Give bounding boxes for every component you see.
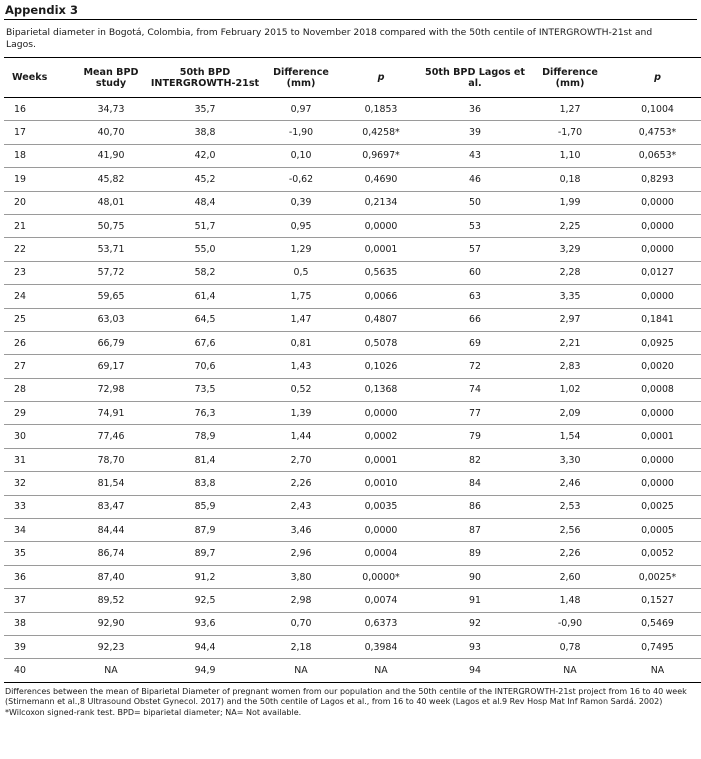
cell-mean-bpd: 41,90 — [72, 144, 150, 167]
cell-lagos-bpd: 46 — [420, 168, 530, 191]
cell-p-lagos: 0,0000 — [610, 191, 701, 214]
cell-difference-lagos: 3,29 — [530, 238, 610, 261]
header-lagos-bpd: 50th BPD Lagos et al. — [420, 58, 530, 98]
cell-p-lagos: 0,0925 — [610, 331, 701, 354]
table-row — [4, 402, 701, 425]
cell-p-intergrowth: 0,0074 — [342, 589, 420, 612]
cell-mean-bpd: 92,23 — [72, 635, 150, 658]
table-row — [4, 519, 701, 542]
table-row — [4, 168, 701, 191]
cell-difference-lagos: 2,26 — [530, 542, 610, 565]
table-row — [4, 565, 701, 588]
cell-intergrowth-bpd: 93,6 — [150, 612, 260, 635]
cell-p-intergrowth: 0,0035 — [342, 495, 420, 518]
cell-lagos-bpd: 39 — [420, 121, 530, 144]
cell-intergrowth-bpd: 51,7 — [150, 214, 260, 237]
cell-lagos-bpd: 79 — [420, 425, 530, 448]
cell-intergrowth-bpd: 89,7 — [150, 542, 260, 565]
cell-p-lagos: 0,0000 — [610, 448, 701, 471]
table-row — [4, 355, 701, 378]
cell-difference-intergrowth: 1,29 — [260, 238, 342, 261]
table-row — [4, 425, 701, 448]
cell-mean-bpd: 69,17 — [72, 355, 150, 378]
cell-p-intergrowth: 0,0000* — [342, 565, 420, 588]
cell-lagos-bpd: 87 — [420, 519, 530, 542]
cell-weeks: 32 — [4, 472, 72, 495]
cell-mean-bpd: 34,73 — [72, 98, 150, 121]
cell-mean-bpd: 72,98 — [72, 378, 150, 401]
cell-p-lagos: 0,1004 — [610, 98, 701, 121]
cell-p-intergrowth: 0,1853 — [342, 98, 420, 121]
cell-weeks: 33 — [4, 495, 72, 518]
cell-difference-intergrowth: 1,47 — [260, 308, 342, 331]
table-row — [4, 144, 701, 167]
cell-weeks: 20 — [4, 191, 72, 214]
cell-difference-intergrowth: 0,10 — [260, 144, 342, 167]
cell-p-intergrowth: NA — [342, 659, 420, 682]
cell-p-intergrowth: 0,0066 — [342, 285, 420, 308]
cell-intergrowth-bpd: 61,4 — [150, 285, 260, 308]
cell-p-lagos: 0,1841 — [610, 308, 701, 331]
table-row — [4, 612, 701, 635]
cell-intergrowth-bpd: 73,5 — [150, 378, 260, 401]
cell-lagos-bpd: 63 — [420, 285, 530, 308]
cell-weeks: 40 — [4, 659, 72, 682]
cell-weeks: 31 — [4, 448, 72, 471]
cell-p-lagos: 0,0025* — [610, 565, 701, 588]
cell-intergrowth-bpd: 76,3 — [150, 402, 260, 425]
cell-difference-lagos: 2,53 — [530, 495, 610, 518]
cell-p-intergrowth: 0,4258* — [342, 121, 420, 144]
table-row — [4, 635, 701, 658]
cell-p-intergrowth: 0,1026 — [342, 355, 420, 378]
cell-weeks: 21 — [4, 214, 72, 237]
table-caption: Biparietal diameter in Bogotá, Colombia, from February 2015 to November 2018 compared with the 50th centile of INTERGROWTH-21st and Lagos. — [6, 27, 653, 50]
cell-weeks: 17 — [4, 121, 72, 144]
cell-intergrowth-bpd: 55,0 — [150, 238, 260, 261]
cell-p-intergrowth: 0,0000 — [342, 214, 420, 237]
cell-weeks: 18 — [4, 144, 72, 167]
cell-intergrowth-bpd: 83,8 — [150, 472, 260, 495]
cell-mean-bpd: 66,79 — [72, 331, 150, 354]
cell-intergrowth-bpd: 70,6 — [150, 355, 260, 378]
cell-weeks: 34 — [4, 519, 72, 542]
cell-mean-bpd: 57,72 — [72, 261, 150, 284]
cell-difference-intergrowth: 1,39 — [260, 402, 342, 425]
cell-weeks: 25 — [4, 308, 72, 331]
cell-difference-lagos: 2,28 — [530, 261, 610, 284]
table-row — [4, 238, 701, 261]
cell-mean-bpd: 50,75 — [72, 214, 150, 237]
table-row — [4, 659, 701, 682]
cell-lagos-bpd: 90 — [420, 565, 530, 588]
header-difference-intergrowth: Difference (mm) — [260, 58, 342, 98]
cell-lagos-bpd: 43 — [420, 144, 530, 167]
table-row — [4, 542, 701, 565]
cell-difference-lagos: 0,78 — [530, 635, 610, 658]
cell-lagos-bpd: 53 — [420, 214, 530, 237]
cell-weeks: 16 — [4, 98, 72, 121]
cell-difference-lagos: 1,99 — [530, 191, 610, 214]
cell-mean-bpd: 40,70 — [72, 121, 150, 144]
bpd-table — [4, 57, 701, 683]
cell-difference-intergrowth: -0,62 — [260, 168, 342, 191]
cell-p-lagos: 0,1527 — [610, 589, 701, 612]
cell-p-intergrowth: 0,0010 — [342, 472, 420, 495]
cell-intergrowth-bpd: 92,5 — [150, 589, 260, 612]
appendix-title: Appendix 3 — [5, 3, 78, 17]
header-difference-lagos: Difference (mm) — [530, 58, 610, 98]
cell-difference-intergrowth: 3,46 — [260, 519, 342, 542]
table-row — [4, 191, 701, 214]
cell-difference-intergrowth: 2,43 — [260, 495, 342, 518]
header-row — [4, 58, 701, 98]
cell-mean-bpd: NA — [72, 659, 150, 682]
cell-lagos-bpd: 66 — [420, 308, 530, 331]
table-row — [4, 448, 701, 471]
cell-p-intergrowth: 0,5635 — [342, 261, 420, 284]
cell-difference-lagos: 2,09 — [530, 402, 610, 425]
cell-p-lagos: 0,0005 — [610, 519, 701, 542]
cell-intergrowth-bpd: 42,0 — [150, 144, 260, 167]
cell-difference-intergrowth: 0,52 — [260, 378, 342, 401]
cell-difference-intergrowth: 2,26 — [260, 472, 342, 495]
cell-weeks: 22 — [4, 238, 72, 261]
cell-p-lagos: 0,4753* — [610, 121, 701, 144]
table-row — [4, 285, 701, 308]
cell-difference-lagos: 1,48 — [530, 589, 610, 612]
cell-intergrowth-bpd: 85,9 — [150, 495, 260, 518]
cell-mean-bpd: 63,03 — [72, 308, 150, 331]
cell-difference-lagos: 2,21 — [530, 331, 610, 354]
cell-weeks: 24 — [4, 285, 72, 308]
table-row — [4, 472, 701, 495]
cell-mean-bpd: 87,40 — [72, 565, 150, 588]
cell-difference-lagos: 2,60 — [530, 565, 610, 588]
header-p-intergrowth: p — [342, 58, 420, 98]
cell-lagos-bpd: 91 — [420, 589, 530, 612]
cell-p-lagos: 0,0000 — [610, 472, 701, 495]
cell-difference-lagos: 2,97 — [530, 308, 610, 331]
cell-p-lagos: 0,0000 — [610, 285, 701, 308]
cell-lagos-bpd: 72 — [420, 355, 530, 378]
cell-weeks: 39 — [4, 635, 72, 658]
cell-difference-lagos: 0,18 — [530, 168, 610, 191]
cell-intergrowth-bpd: 64,5 — [150, 308, 260, 331]
table-row — [4, 378, 701, 401]
cell-difference-lagos: NA — [530, 659, 610, 682]
cell-mean-bpd: 83,47 — [72, 495, 150, 518]
cell-difference-lagos: 1,02 — [530, 378, 610, 401]
cell-weeks: 29 — [4, 402, 72, 425]
cell-p-intergrowth: 0,0004 — [342, 542, 420, 565]
cell-p-lagos: 0,0653* — [610, 144, 701, 167]
cell-lagos-bpd: 82 — [420, 448, 530, 471]
cell-weeks: 28 — [4, 378, 72, 401]
cell-intergrowth-bpd: 48,4 — [150, 191, 260, 214]
table-row — [4, 495, 701, 518]
cell-mean-bpd: 77,46 — [72, 425, 150, 448]
cell-mean-bpd: 78,70 — [72, 448, 150, 471]
cell-difference-intergrowth: 1,43 — [260, 355, 342, 378]
header-intergrowth-bpd: 50th BPD INTERGROWTH-21st — [150, 58, 260, 98]
cell-p-lagos: 0,0000 — [610, 214, 701, 237]
cell-p-lagos: 0,5469 — [610, 612, 701, 635]
cell-p-lagos: NA — [610, 659, 701, 682]
cell-p-intergrowth: 0,0000 — [342, 402, 420, 425]
cell-difference-lagos: 2,83 — [530, 355, 610, 378]
cell-difference-lagos: -1,70 — [530, 121, 610, 144]
cell-p-intergrowth: 0,0001 — [342, 238, 420, 261]
cell-difference-intergrowth: 3,80 — [260, 565, 342, 588]
cell-mean-bpd: 48,01 — [72, 191, 150, 214]
cell-intergrowth-bpd: 91,2 — [150, 565, 260, 588]
table-row — [4, 261, 701, 284]
cell-difference-intergrowth: 2,70 — [260, 448, 342, 471]
cell-lagos-bpd: 36 — [420, 98, 530, 121]
cell-mean-bpd: 92,90 — [72, 612, 150, 635]
cell-difference-intergrowth: 0,81 — [260, 331, 342, 354]
cell-difference-lagos: 2,46 — [530, 472, 610, 495]
cell-intergrowth-bpd: 35,7 — [150, 98, 260, 121]
cell-difference-intergrowth: 2,96 — [260, 542, 342, 565]
cell-intergrowth-bpd: 81,4 — [150, 448, 260, 471]
cell-p-intergrowth: 0,4807 — [342, 308, 420, 331]
cell-intergrowth-bpd: 45,2 — [150, 168, 260, 191]
cell-mean-bpd: 74,91 — [72, 402, 150, 425]
cell-difference-intergrowth: 1,75 — [260, 285, 342, 308]
cell-intergrowth-bpd: 58,2 — [150, 261, 260, 284]
header-p-lagos: p — [610, 58, 701, 98]
cell-weeks: 19 — [4, 168, 72, 191]
cell-difference-intergrowth: -1,90 — [260, 121, 342, 144]
table-row — [4, 331, 701, 354]
table-header — [4, 58, 701, 98]
cell-difference-intergrowth: 0,70 — [260, 612, 342, 635]
cell-p-intergrowth: 0,3984 — [342, 635, 420, 658]
cell-p-intergrowth: 0,0002 — [342, 425, 420, 448]
cell-p-intergrowth: 0,9697* — [342, 144, 420, 167]
cell-p-lagos: 0,0000 — [610, 402, 701, 425]
cell-lagos-bpd: 86 — [420, 495, 530, 518]
cell-weeks: 35 — [4, 542, 72, 565]
cell-difference-lagos: 1,54 — [530, 425, 610, 448]
cell-lagos-bpd: 89 — [420, 542, 530, 565]
cell-p-lagos: 0,8293 — [610, 168, 701, 191]
cell-intergrowth-bpd: 38,8 — [150, 121, 260, 144]
cell-lagos-bpd: 57 — [420, 238, 530, 261]
table-row — [4, 121, 701, 144]
cell-lagos-bpd: 94 — [420, 659, 530, 682]
cell-p-intergrowth: 0,5078 — [342, 331, 420, 354]
cell-mean-bpd: 84,44 — [72, 519, 150, 542]
cell-p-lagos: 0,0020 — [610, 355, 701, 378]
cell-p-intergrowth: 0,1368 — [342, 378, 420, 401]
cell-mean-bpd: 89,52 — [72, 589, 150, 612]
cell-intergrowth-bpd: 94,4 — [150, 635, 260, 658]
table-row — [4, 589, 701, 612]
cell-lagos-bpd: 92 — [420, 612, 530, 635]
cell-weeks: 23 — [4, 261, 72, 284]
cell-p-intergrowth: 0,2134 — [342, 191, 420, 214]
cell-difference-lagos: 3,30 — [530, 448, 610, 471]
cell-difference-lagos: 2,25 — [530, 214, 610, 237]
table-body — [4, 98, 701, 683]
cell-weeks: 38 — [4, 612, 72, 635]
cell-lagos-bpd: 93 — [420, 635, 530, 658]
title-rule — [4, 19, 697, 20]
cell-mean-bpd: 81,54 — [72, 472, 150, 495]
header-mean-bpd: Mean BPD study — [72, 58, 150, 98]
cell-intergrowth-bpd: 78,9 — [150, 425, 260, 448]
cell-weeks: 26 — [4, 331, 72, 354]
cell-difference-lagos: 1,10 — [530, 144, 610, 167]
cell-intergrowth-bpd: 67,6 — [150, 331, 260, 354]
cell-p-lagos: 0,0052 — [610, 542, 701, 565]
cell-difference-lagos: -0,90 — [530, 612, 610, 635]
table-row — [4, 214, 701, 237]
cell-difference-intergrowth: 0,95 — [260, 214, 342, 237]
cell-p-lagos: 0,0025 — [610, 495, 701, 518]
cell-lagos-bpd: 69 — [420, 331, 530, 354]
cell-p-lagos: 0,7495 — [610, 635, 701, 658]
cell-lagos-bpd: 74 — [420, 378, 530, 401]
cell-lagos-bpd: 84 — [420, 472, 530, 495]
cell-intergrowth-bpd: 87,9 — [150, 519, 260, 542]
cell-difference-intergrowth: 0,5 — [260, 261, 342, 284]
cell-p-intergrowth: 0,4690 — [342, 168, 420, 191]
cell-lagos-bpd: 60 — [420, 261, 530, 284]
cell-p-intergrowth: 0,0000 — [342, 519, 420, 542]
cell-p-intergrowth: 0,0001 — [342, 448, 420, 471]
cell-difference-intergrowth: 0,97 — [260, 98, 342, 121]
cell-weeks: 27 — [4, 355, 72, 378]
cell-weeks: 30 — [4, 425, 72, 448]
cell-weeks: 37 — [4, 589, 72, 612]
cell-p-lagos: 0,0008 — [610, 378, 701, 401]
table-footnote: Differences between the mean of Biparietal Diameter of pregnant women from our population and the 50th centile of the INTERGROWTH-21st project from 16 to 40 week (Stirnemann et al.,8 Ultrasound Obstet Gynecol. 2017) and the 50th centile of Lagos et al., from 16 to 40 week (Lagos et al.9 Rev Hosp Mat Inf Ramon Sardá. 2002) *Wilcoxon signed-rank test. BPD= biparietal diameter; NA= Not available. — [5, 686, 687, 717]
cell-difference-intergrowth: NA — [260, 659, 342, 682]
cell-mean-bpd: 45,82 — [72, 168, 150, 191]
cell-lagos-bpd: 77 — [420, 402, 530, 425]
cell-difference-lagos: 2,56 — [530, 519, 610, 542]
cell-weeks: 36 — [4, 565, 72, 588]
cell-intergrowth-bpd: 94,9 — [150, 659, 260, 682]
cell-difference-lagos: 1,27 — [530, 98, 610, 121]
cell-difference-intergrowth: 2,98 — [260, 589, 342, 612]
header-weeks: Weeks — [4, 58, 72, 98]
cell-difference-intergrowth: 1,44 — [260, 425, 342, 448]
cell-p-intergrowth: 0,6373 — [342, 612, 420, 635]
table-row — [4, 98, 701, 121]
cell-p-lagos: 0,0001 — [610, 425, 701, 448]
cell-difference-intergrowth: 0,39 — [260, 191, 342, 214]
cell-lagos-bpd: 50 — [420, 191, 530, 214]
cell-p-lagos: 0,0000 — [610, 238, 701, 261]
cell-mean-bpd: 59,65 — [72, 285, 150, 308]
cell-p-lagos: 0,0127 — [610, 261, 701, 284]
table-row — [4, 308, 701, 331]
cell-mean-bpd: 53,71 — [72, 238, 150, 261]
cell-difference-intergrowth: 2,18 — [260, 635, 342, 658]
cell-difference-lagos: 3,35 — [530, 285, 610, 308]
cell-mean-bpd: 86,74 — [72, 542, 150, 565]
